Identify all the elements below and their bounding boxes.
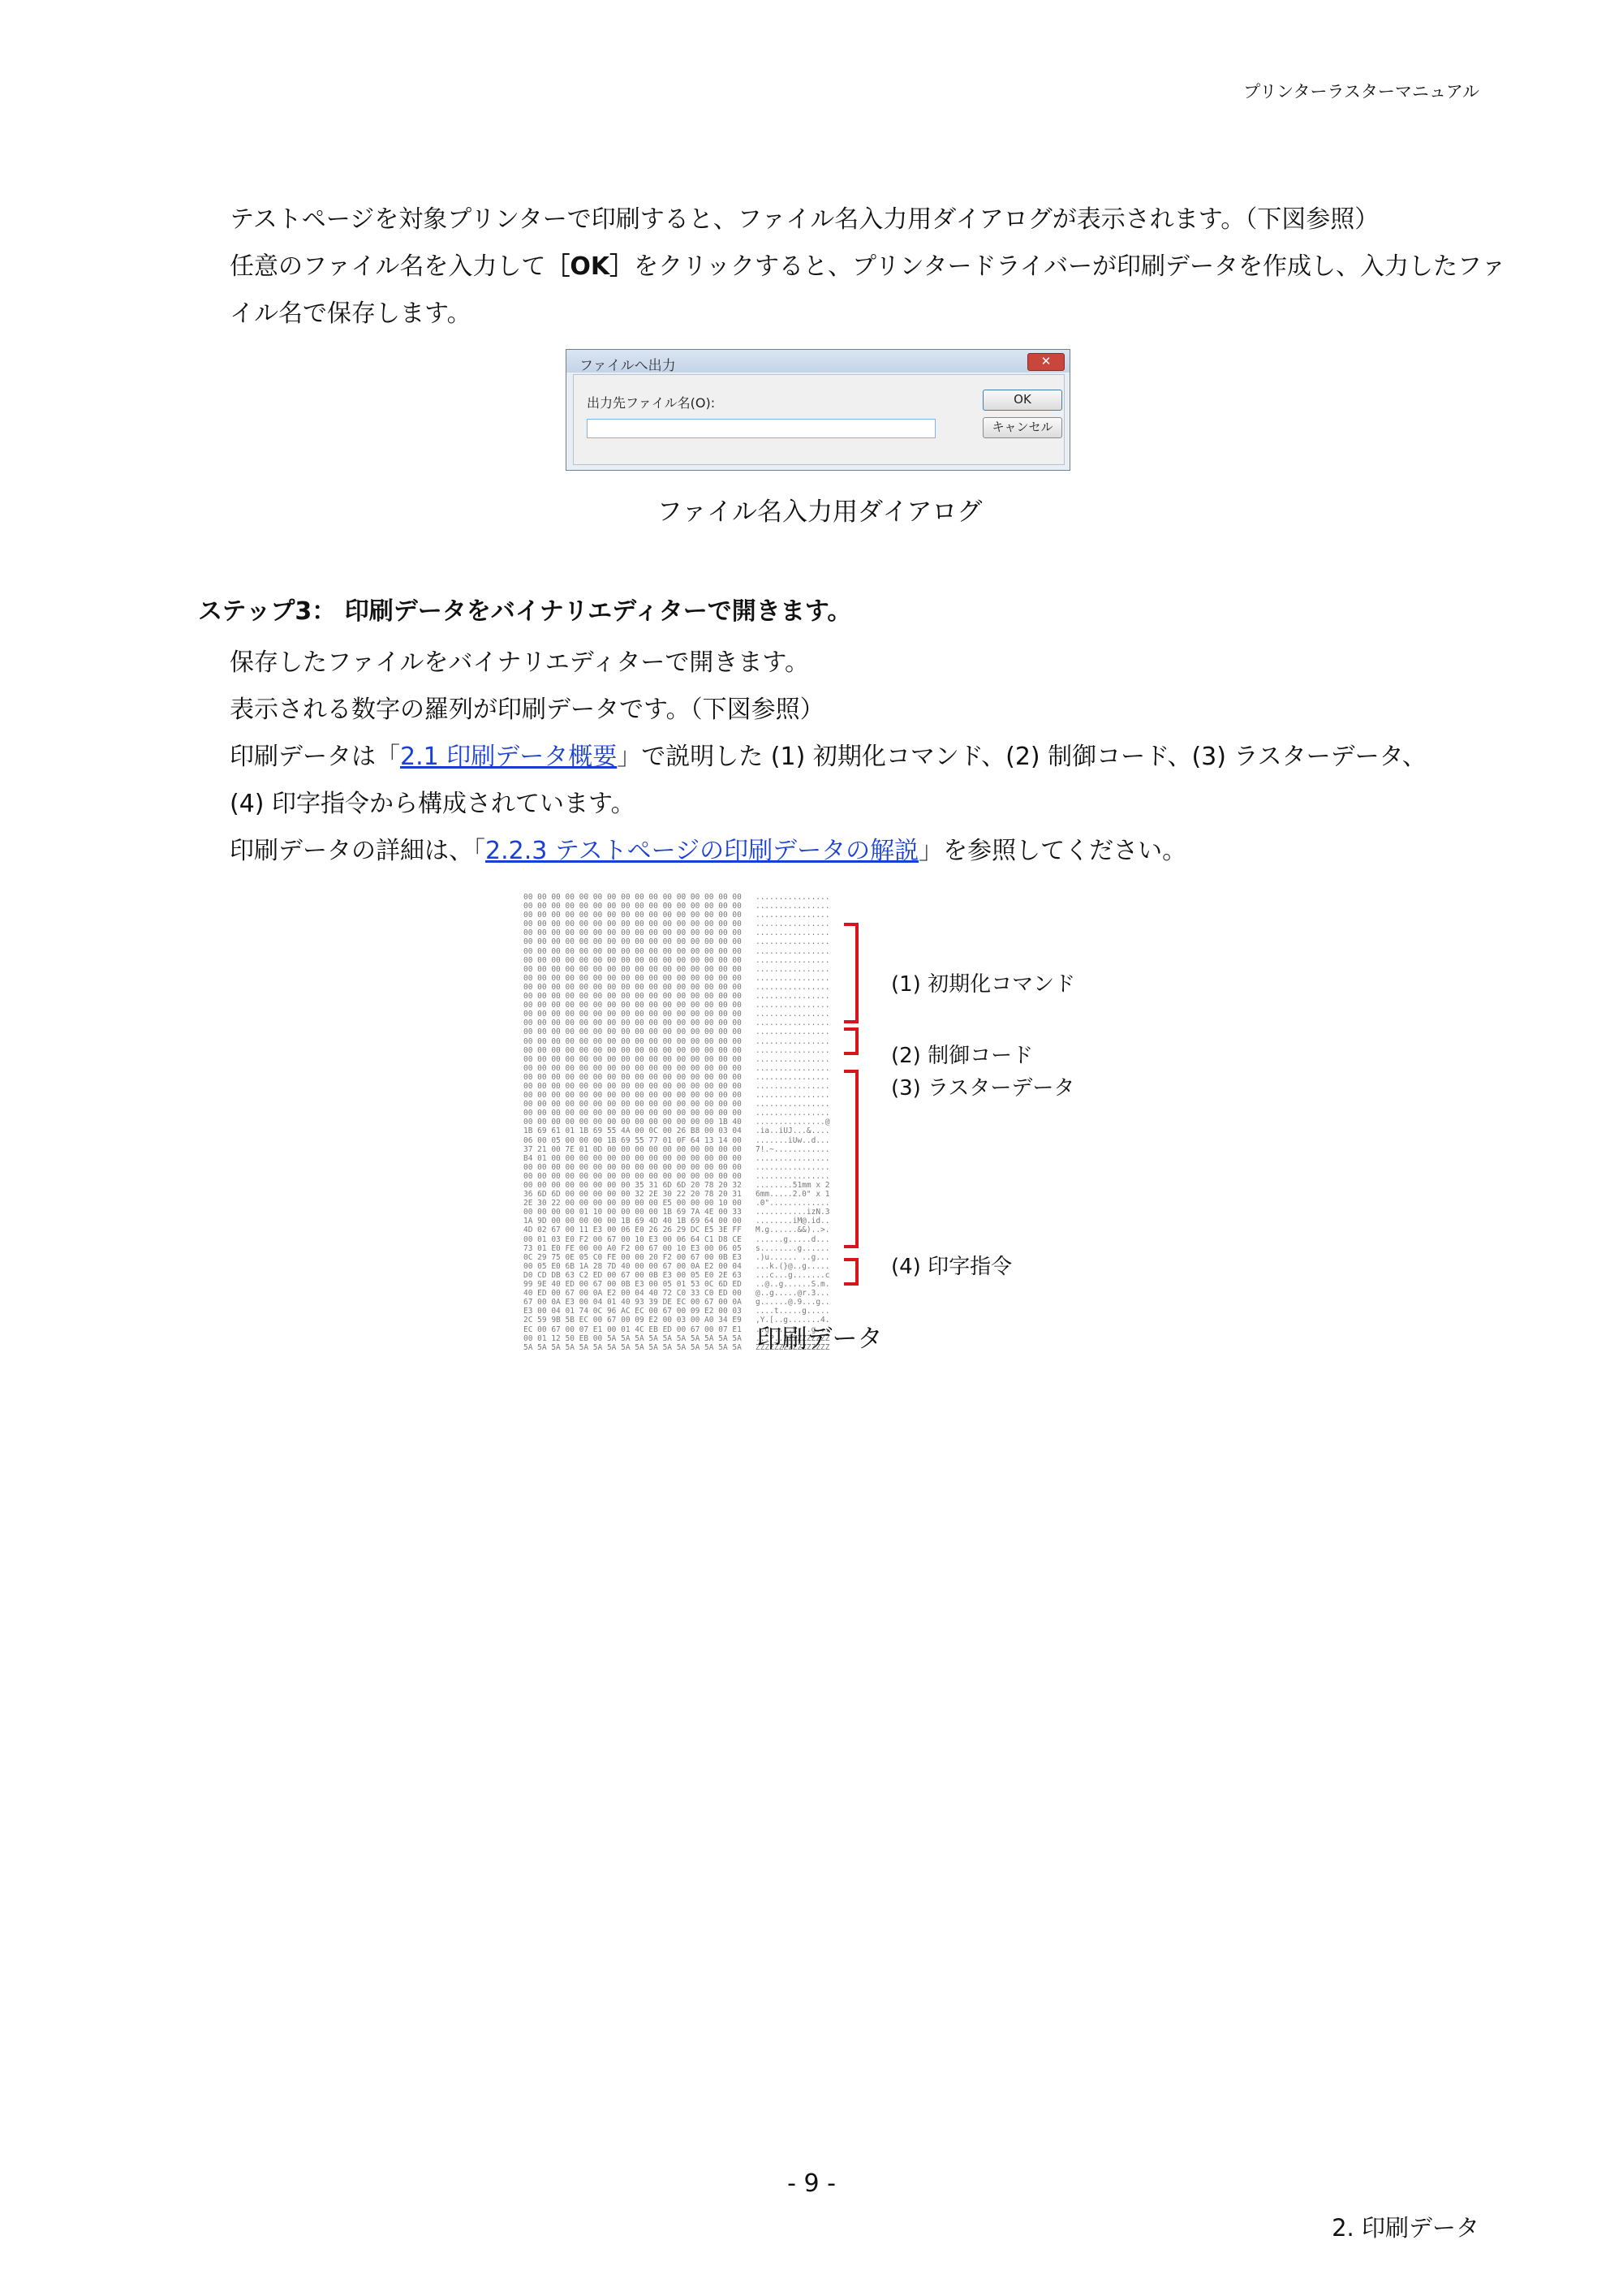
close-icon[interactable]: ✕: [1027, 353, 1065, 371]
bracket-1: [844, 923, 859, 1023]
cancel-button[interactable]: キャンセル: [983, 417, 1062, 438]
step3-line-3: [230, 734, 1427, 781]
bracket-3: [844, 1070, 859, 1248]
intro-line-2-post: をクリックすると、プリンタードライバーが印刷データを作成し、入力したファ: [634, 252, 1506, 281]
dialog-title: ファイルへ出力: [579, 358, 676, 374]
bracket-2: [844, 1027, 859, 1055]
dialog-titlebar: [566, 350, 1070, 373]
label-print-command: (4) 印字指令: [891, 1255, 1013, 1279]
intro-line-2-pre: 任意のファイル名を入力して: [230, 252, 546, 281]
step3-line-2: 表示される数字の羅列が印刷データです。（下図参照）: [230, 696, 824, 724]
step3-line-3-pre: 印刷データは「: [230, 743, 400, 771]
step3-line-5: [230, 828, 1186, 875]
file-output-dialog: [566, 349, 1070, 471]
step3-line-5-pre: 印刷データの詳細は、「: [230, 837, 485, 865]
dialog-body: [573, 374, 1065, 465]
ok-button[interactable]: OK: [983, 390, 1062, 411]
ok-bold: ［OK］: [545, 252, 635, 281]
step3-line-4: (4) 印字指令から構成されています。: [230, 790, 635, 818]
intro-line-2: [230, 243, 1505, 291]
label-raster-data: (3) ラスターデータ: [891, 1076, 1075, 1101]
link-2-2-3[interactable]: 2.2.3 テストページの印刷データの解説: [485, 837, 919, 865]
link-2-1[interactable]: 2.1 印刷データ概要: [400, 743, 618, 771]
filename-label: 出力先ファイル名(O):: [587, 395, 716, 411]
bracket-4: [844, 1258, 859, 1286]
step3-line-1: 保存したファイルをバイナリエディターで開きます。: [230, 648, 809, 677]
intro-line-1: テストページを対象プリンターで印刷すると、ファイル名入力用ダイアログが表示されます。（下図参照）: [230, 205, 1380, 234]
figure-caption: 印刷データ: [756, 1325, 883, 1354]
hex-dump-texture: 00 00 00 00 00 00 00 00 00 00 00 00 00 00 00 00 ................ 00 00 00 00 00 00 00 00 00 00 00 00 00 00 00 00 ................ 00 00 00 00 00 00 00 00 00 00 00 00 00 00 00 00 ................ 00 00 00 00 00 00 00 00 00 00 00 00 00 00 00 00 ................ 00 00 00 00 00 00 00 00 00 00 00 00 00 00 00 00 ................ 00 00 00 00 00 00 00 00 00 00 00 00 00 00 00 00 ................ 00 00 00 00 00 00 00 00 00 00 00 00 00 00 00 00 ................ 00 00 00 00 00 00 00 00 00 00 00 00 00 00 00 00 ................ 00 00 00 00 00 00 00 00 00 00 00 00 00 00 00 00 ................ 00 00 00 00 00 00 00 00 00 00 00 00 00 00 00 00 ................ 00 00 00 00 00 00 00 00 00 00 00 00 00 00 00 00 ................ 00 00 00 00 00 00 00 00 00 00 00 00 00 00 00 00 ................ 00 00 00 00 00 00 00 00 00 00 00 00 00 00 00 00 ................ 00 00 00 00 00 00 00 00 00 00 00 00 00 00 00 00 ................ 00 00 00 00 00 00 00 00 00 00 00 00 00 00 00 00 ................ 00 00 00 00 00 00 00 00 00 00 00 00 00 00 00 00 ................ 00 00 00 00 00 00 00 00 00 00 00 00 00 00 00 00 ................ 00 00 00 00 00 00 00 00 00 00 00 00 00 00 00 00 ................ 00 00 00 00 00 00 00 00 00 00 00 00 00 00 00 00 ................ 00 00 00 00 00 00 00 00 00 00 00 00 00 00 00 00 ................ 00 00 00 00 00 00 00 00 00 00 00 00 00 00 00 00 ................ 00 00 00 00 00 00 00 00 00 00 00 00 00 00 00 00 ................ 00 00 00 00 00 00 00 00 00 00 00 00 00 00 00 00 ................ 00 00 00 00 00 00 00 00 00 00 00 00 00 00 00 00 ................ 00 00 00 00 00 00 00 00 00 00 00 00 00 00 00 00 ................ 00 00 00 00 00 00 00 00 00 00 00 00 00 00 1B 40 ...............@ 1B 69 61 01 1B 69 55 4A 00 0C 00 26 B8 00 03 04 .ia..iUJ...&.... 06 00 05 00 00 00 1B 69 55 77 01 0F 64 13 14 00 .......iUw..d... 37 21 00 7E 01 0D 00 00 00 00 00 00 00 00 00 00 7!.~............ B4 01 00 00 00 00 00 00 00 00 00 00 00 00 00 00 ................ 00 00 00 00 00 00 00 00 00 00 00 00 00 00 00 00 ................ 00 00 00 00 00 00 00 00 00 00 00 00 00 00 00 00 ................ 00 00 00 00 00 00 00 00 35 31 6D 6D 20 78 20 32 ........51mm x 2 36 6D 6D 00 00 00 00 00 32 2E 30 22 20 78 20 31 6mm.....2.0" x 1 2E 30 22 00 00 00 00 00 00 00 E5 00 00 00 10 00 .0"............. 00 00 00 00 01 10 00 00 00 00 1B 69 7A 4E 00 33 ...........izN.3 1A 9D 00 00 00 00 00 1B 69 4D 40 1B 69 64 00 00 ........iM@.id.. 4D 02 67 00 11 E3 00 06 E0 26 26 29 DC E5 3E FF M.g......&&)..>. 00 01 03 E0 F2 00 67 00 10 E3 00 06 64 C1 D8 CE ......g.....d... 73 01 E0 FE 00 00 A0 F2 00 67 00 10 E3 00 06 05 s........g...... 0C 29 75 0E 05 C0 FE 00 00 20 F2 00 67 00 0B E3 .)u...... ..g... 00 05 E0 6B 1A 28 7D 40 00 00 67 00 0A E2 00 04 ...k.(}@..g..... D0 CD DB 63 C2 ED 00 67 00 0B E3 00 05 E0 2E 63 ...c...g.......c 99 9E 40 ED 00 67 00 0B E3 00 05 01 53 0C 6D ED ..@..g......S.m. 40 ED 00 67 00 0A E2 00 04 40 72 C0 33 C0 ED 00 @..g.....@r.3... 67 00 0A E3 00 04 01 40 93 39 DE EC 00 67 00 0A g......@.9...g.. E3 00 04 01 74 0C 96 AC EC 00 67 00 09 E2 00 03 ....t.....g..... 2C 59 9B 5B EC 00 67 00 09 E2 00 03 00 A0 34 E9 ,Y.[..g.......4. EC 00 67 00 07 E1 00 01 4C EB ED 00 67 00 07 E1 ..g.....L...g... 00 01 12 50 EB 00 5A 5A 5A 5A 5A 5A 5A 5A 5A 5A ...P..ZZZZZZZZZZ 5A 5A 5A 5A 5A 5A 5A 5A 5A 5A 5A 5A 5A 5A 5A 5A ZZZZZZZZZZZZZZZZ: [523, 893, 830, 1352]
page-number: - 9 -: [787, 2169, 836, 2198]
intro-line-3: イル名で保存します。: [230, 299, 471, 328]
filename-input[interactable]: [587, 419, 936, 438]
step3-line-3-post: 」で説明した (1) 初期化コマンド、(2) 制御コード、(3) ラスターデータ、: [617, 743, 1427, 771]
label-init-command: (1) 初期化コマンド: [891, 972, 1076, 997]
section-footer: 2. 印刷データ: [1332, 2214, 1479, 2242]
dialog-caption: ファイル名入力用ダイアログ: [657, 498, 983, 527]
running-header: プリンターラスターマニュアル: [1243, 82, 1479, 101]
label-control-code: (2) 制御コード: [891, 1044, 1034, 1068]
step3-heading: ステップ3： 印刷データをバイナリエディターで開きます。: [198, 597, 852, 626]
step3-line-5-post: 」を参照してください。: [919, 837, 1187, 865]
